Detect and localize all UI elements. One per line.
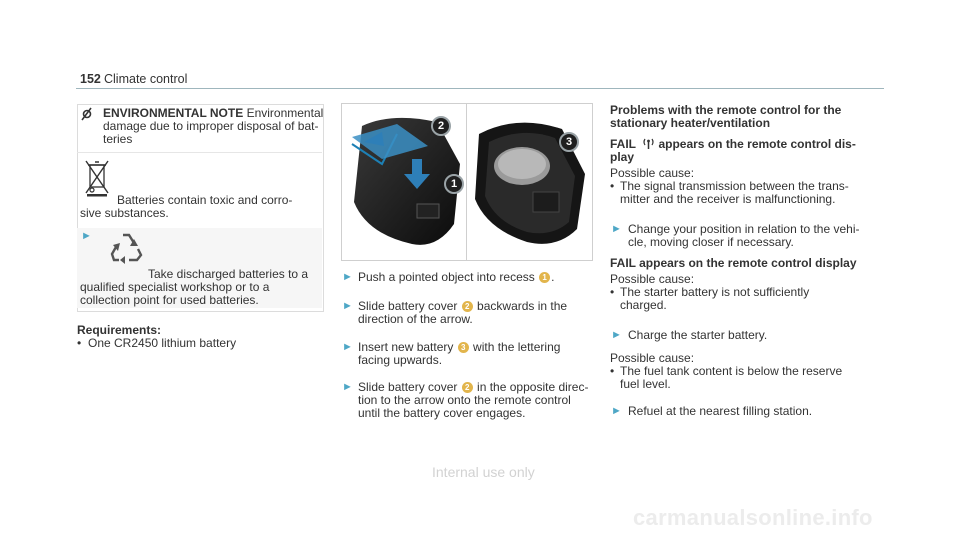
problems-heading-1: stationary heater/ventilation [610,116,771,130]
take-text-1: qualified specialist workshop or to a [80,280,270,294]
cause-1-bullet: • [610,179,615,193]
page-number: 152 [80,72,101,86]
action-2-arrow-icon: ► [611,329,622,341]
recycling-icon [109,230,145,264]
possible-cause-1: Possible cause: [610,166,695,180]
step-3-text-b: with the lettering [469,340,561,354]
step-4-text-a: Slide battery cover [358,380,461,394]
step-1 [358,271,554,284]
batteries-text-0: Batteries contain toxic and corro- [117,193,293,207]
requirements-item: One CR2450 lithium battery [88,336,237,350]
cause-3-bullet: • [610,364,615,378]
cause-3-line0: The fuel tank content is below the reserve [620,364,843,378]
cause-2-bullet: • [610,285,615,299]
possible-cause-2: Possible cause: [610,272,695,286]
step-3-num: 3 [458,342,469,353]
action-3: Refuel at the nearest filling station. [628,404,813,418]
requirements-bullet: • [77,336,82,350]
step-4-line3: until the battery cover engages. [358,406,526,420]
take-text-2: collection point for used batteries. [80,293,259,307]
fail1-line [610,138,856,151]
step-2-num: 2 [462,301,473,312]
arrow-icon: ► [81,230,92,242]
step-1-end: . [551,270,555,284]
cause-2-line0: The starter battery is not sufficiently [620,285,810,299]
take-text-0: Take discharged batteries to a [148,267,309,281]
environmental-note-heading: ENVIRONMENTAL NOTE [103,106,244,120]
env-text-1: damage due to improper disposal of bat- [103,119,319,133]
crossed-bin-icon [84,159,110,197]
environmental-note-divider [77,152,322,153]
step-4-text-b: in the opposite direc- [473,380,589,394]
site-watermark: carmanualsonline.info [633,505,873,530]
problems-heading-0: Problems with the remote control for the [610,103,842,117]
action-2: Charge the starter battery. [628,328,768,342]
step-3-line2: facing upwards. [358,353,443,367]
step-2-line2: direction of the arrow. [358,312,473,326]
antenna-icon [642,138,655,149]
env-text-0: Environmental [246,106,324,120]
remote-open-illustration [467,104,591,259]
batteries-text-1: sive substances. [80,206,169,220]
figure-callout-3: 3 [559,132,579,152]
fail1-text: appears on the remote control dis- [655,137,856,151]
step-4-arrow-icon: ► [342,381,353,393]
watermark: Internal use only [432,464,535,480]
step-2-text-a: Slide battery cover [358,299,461,313]
step-1-arrow-icon: ► [342,271,353,283]
cause-2-line1: charged. [620,298,667,312]
fail2-heading: FAIL appears on the remote control display [610,256,857,270]
possible-cause-3: Possible cause: [610,351,695,365]
action-1-line0: Change your position in relation to the vehi- [628,222,860,236]
requirements-heading: Requirements: [77,323,162,337]
figure-callout-1: 1 [444,174,464,194]
step-2-arrow-icon: ► [342,300,353,312]
fail1-line2: play [610,150,635,164]
environment-icon [80,107,94,121]
step-1-num: 1 [539,272,550,283]
step-1-text: Push a pointed object into recess [358,270,539,284]
cause-1-line1: mitter and the receiver is malfunctioning. [620,192,836,206]
section-title: Climate control [104,72,188,86]
header-divider [76,88,884,89]
env-text-2: teries [103,132,133,146]
action-1-line1: cle, moving closer if necessary. [628,235,794,249]
action-1-arrow-icon: ► [611,223,622,235]
step-3-arrow-icon: ► [342,341,353,353]
step-4-line2: tion to the arrow onto the remote control [358,393,571,407]
step-4-num: 2 [462,382,473,393]
cause-3-line1: fuel level. [620,377,671,391]
figure-callout-2: 2 [431,116,451,136]
step-3-text-a: Insert new battery [358,340,457,354]
action-3-arrow-icon: ► [611,405,622,417]
fail1-label: FAIL [610,137,636,151]
cause-1-line0: The signal transmission between the trans- [620,179,849,193]
step-2-text-b: backwards in the [473,299,568,313]
